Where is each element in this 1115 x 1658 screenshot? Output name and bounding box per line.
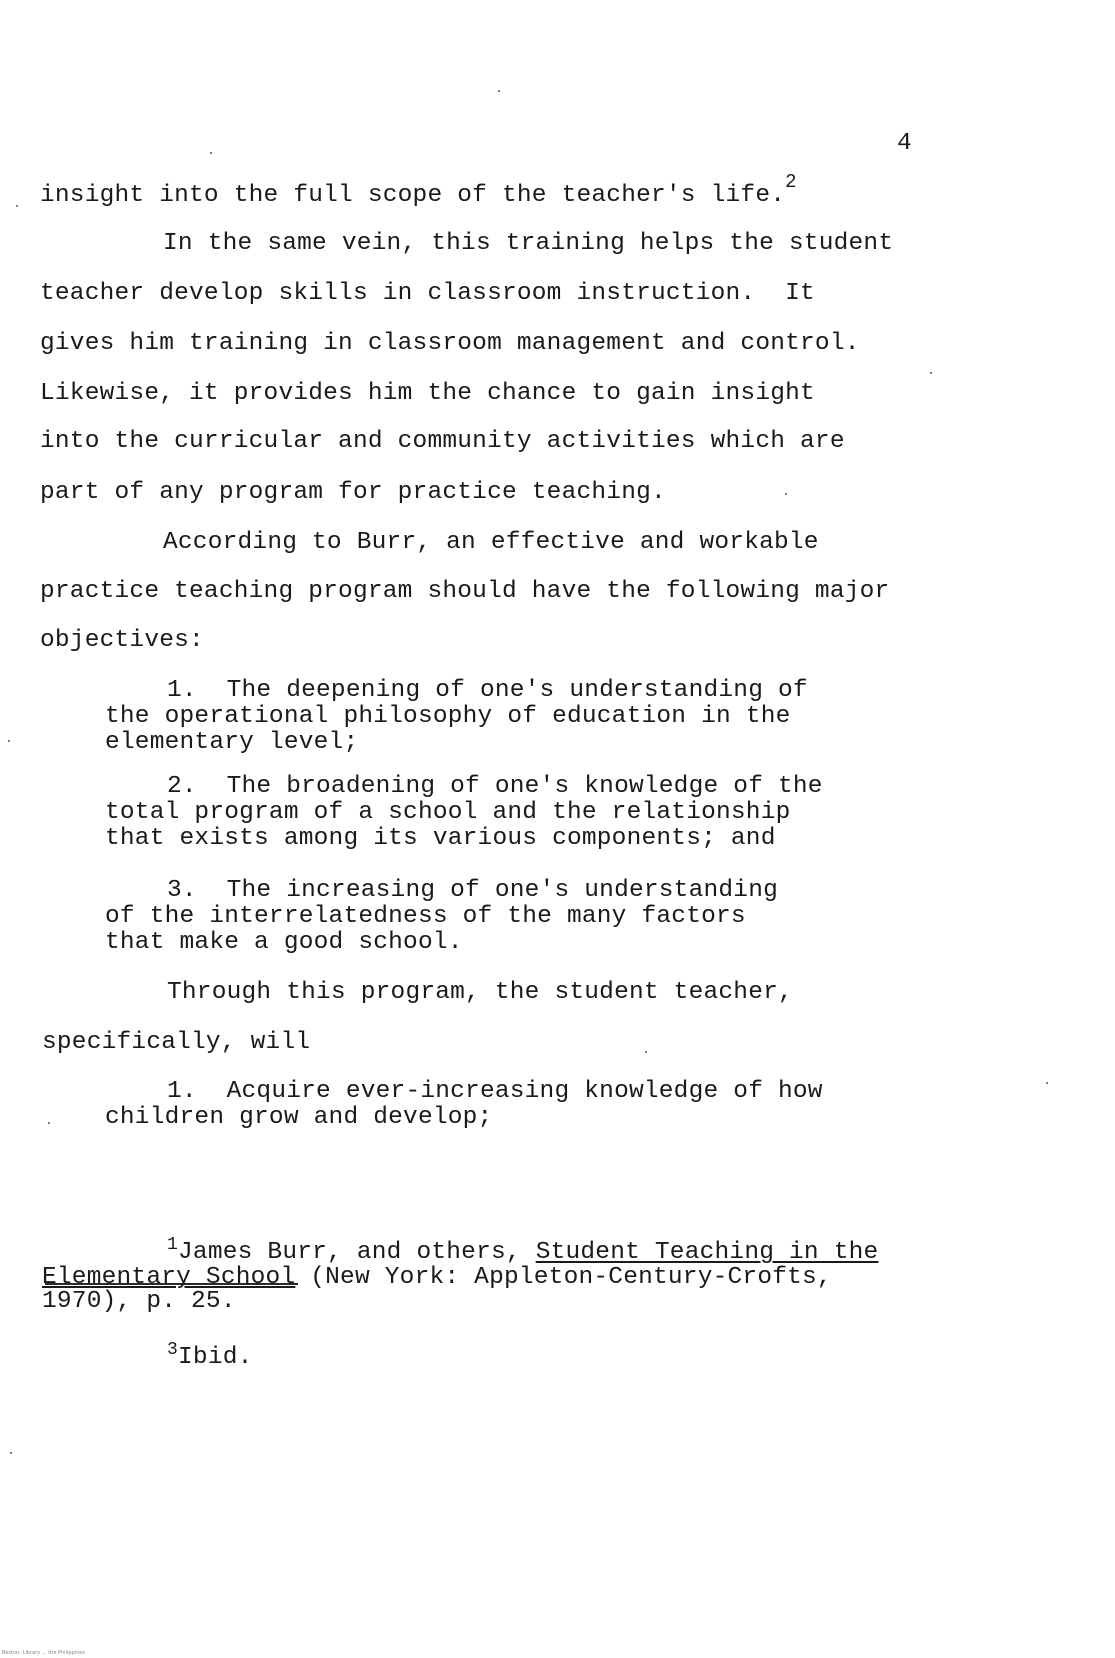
body-line: teacher develop skills in classroom instruction. It — [40, 280, 815, 307]
body-line: Likewise, it provides him the chance to gain insight — [40, 380, 815, 407]
body-line: Through this program, the student teacher, — [167, 979, 793, 1006]
scan-speck — [210, 152, 212, 154]
specific-item: 1. Acquire ever-increasing knowledge of how children grow and develop; — [105, 1078, 823, 1131]
scan-speck — [16, 205, 18, 207]
scan-speck — [10, 1452, 12, 1454]
objective-item: 3. The increasing of one's understanding of the interrelatedness of the many factors that make a good school. — [105, 877, 778, 956]
footnote-1: $^1$James Burr, and others, Student Teaching in the Elementary School (New York: Appleton-Century-Crofts, 1970), p. 25. — [42, 1235, 879, 1315]
objective-item: 2. The broadening of one's knowledge of the total program of a school and the relationship that exists among its various components; and — [105, 773, 823, 852]
footnote-3: $^3$Ibid. — [167, 1340, 253, 1371]
footnote-marker: 1 — [167, 1235, 179, 1255]
body-line: insight into the full scope of the teacher's life.$^2$ — [40, 171, 797, 209]
body-line: part of any program for practice teaching. — [40, 479, 666, 506]
footnote-marker: 3 — [167, 1340, 179, 1360]
scan-speck — [498, 90, 500, 92]
scan-imprint: Bestiar, Library ... the Philippines — [2, 1650, 85, 1656]
scan-speck — [48, 1122, 50, 1124]
scan-speck — [785, 493, 787, 495]
scan-speck — [930, 372, 932, 374]
body-line: In the same vein, this training helps the student — [163, 230, 894, 257]
scan-speck — [645, 1051, 647, 1053]
page-number: 4 — [897, 130, 912, 157]
objective-item: 1. The deepening of one's understanding of the operational philosophy of education in the elementary level; — [105, 677, 808, 756]
scan-speck — [1046, 1082, 1048, 1084]
cited-title: Student Teaching in the — [535, 1239, 879, 1266]
footnote-reference: 2 — [785, 171, 797, 193]
body-line: practice teaching program should have the following major — [40, 578, 890, 605]
body-line: gives him training in classroom management and control. — [40, 330, 860, 357]
body-line: objectives: — [40, 627, 204, 654]
cited-title: Elementary School — [42, 1264, 296, 1291]
body-line: According to Burr, an effective and workable — [163, 529, 819, 556]
body-line: into the curricular and community activities which are — [40, 428, 845, 455]
body-line: specifically, will — [42, 1029, 311, 1056]
scan-speck — [8, 740, 10, 742]
